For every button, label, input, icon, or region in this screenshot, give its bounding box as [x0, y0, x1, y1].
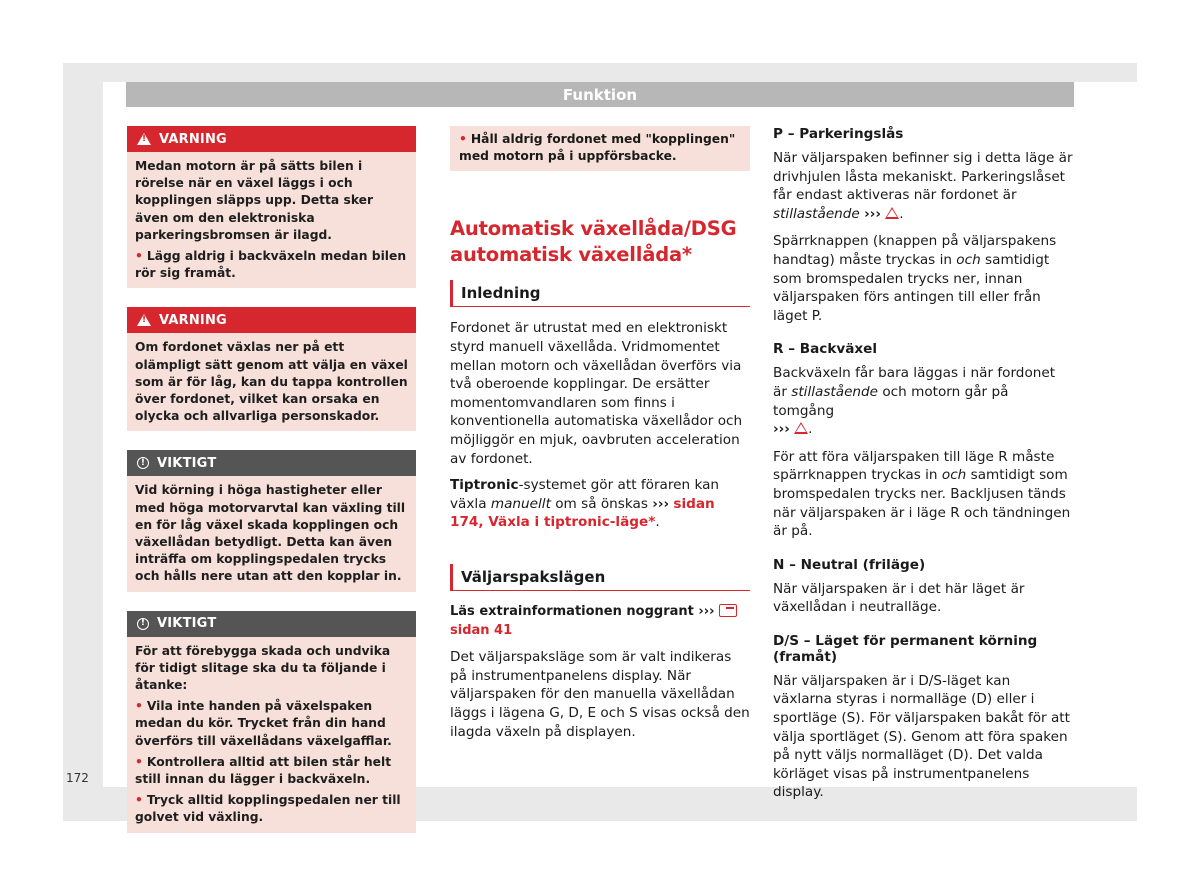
info-circle-icon: ! [137, 457, 149, 469]
reverse-emphasis: stillastående [791, 383, 879, 400]
chapter-title: Automatisk växellåda/DSG automatisk växellåda* [450, 217, 737, 267]
drive-paragraph: När väljarspaken är i D/S-läget kan växlarna styras i normalläge (D) eller i sportläge (S). För väljarspaken bakåt för att välja sportläget (S). Genom att föra spaken på nytt väljs normalläget (D). Det valda körläget visas på instrumentpanelens display. [773, 672, 1070, 801]
tiptronic-text: . [655, 514, 660, 531]
park-heading: P – Parkeringslås [773, 126, 904, 142]
important-bullet [135, 792, 408, 826]
warning-triangle-icon [137, 314, 151, 326]
park-emphasis: stillastående [773, 205, 860, 222]
info-circle-icon: ! [137, 618, 149, 630]
warning-label: VARNING [159, 312, 227, 328]
section-reverse [773, 341, 1073, 540]
important-header [127, 611, 416, 637]
important-box-1 [127, 450, 416, 591]
page-number: 172 [66, 771, 89, 785]
bullet-icon: • [135, 249, 143, 264]
warning-bullet [135, 248, 408, 282]
section-heading-intro: Inledning [450, 280, 750, 307]
read-more-text: Läs extrainformationen noggrant [450, 603, 699, 619]
important-bullet-text: Kontrollera alltid att bilen står helt still innan du lägger i backväxeln. [135, 754, 392, 787]
intro-paragraph: Fordonet är utrustat med en elektroniskt styrd manuell växellåda. Vridmomentet mellan motorn och växellådan överförs via två oberoende kopplingar. De ersätter momentomvandlaren som finns i konventionella automatiska växellådor och möjliggör en mjuk, oavbruten acceleration av fordonet. [450, 320, 743, 467]
double-chevron-icon: ››› [864, 205, 881, 222]
selector-paragraph: Det väljarspaksläge som är valt indikeras på instrumentpanelens display. När väljarspaken för den manuella växellådan läggs i lägena G, D, E och S visas också den ilagda växeln på displayen. [450, 649, 750, 740]
reverse-heading: R – Backväxel [773, 341, 878, 358]
park-text: Spärrknappen (knappen på väljarspakens handtag) måste tryckas in [773, 233, 1057, 268]
reverse-text: För att föra väljarspaken till läge R måste spärrknappen tryckas in [773, 448, 1055, 484]
tiptronic-term: Tiptronic [450, 477, 519, 494]
section-neutral [773, 557, 1073, 617]
double-chevron-icon: ››› [652, 495, 670, 512]
important-label: VIKTIGT [157, 616, 217, 632]
read-more-note [450, 603, 750, 640]
important-text: Vid körning i höga hastigheter eller med höga motorvarvtal kan växling till en för låg växel skada kopplingen och växellådan betydligt. Detta kan även inträffa om kopplingspedalen trycks och hålls nere utan att den kopplar in. [135, 483, 406, 584]
tiptronic-text: -systemet gör att föraren kan växla [450, 477, 720, 512]
neutral-heading: N – Neutral (friläge) [773, 556, 926, 573]
warning-bullet-text: Lägg aldrig i backväxeln medan bilen rör sig framåt. [135, 249, 407, 281]
reverse-emphasis: och [941, 467, 967, 484]
bullet-icon: • [135, 793, 143, 808]
park-paragraph: När väljarspaken befinner sig i detta läge är drivhjulen låsta mekaniskt. Parkeringslåset får endast aktiveras när fordonet är stillastående ››› . [773, 150, 1073, 222]
important-bullet [135, 754, 408, 788]
warning-label: VARNING [159, 131, 227, 147]
bullet-icon: • [135, 754, 143, 769]
warning-triangle-icon [885, 207, 899, 219]
tiptronic-page-link[interactable]: sidan 174, Växla i tiptronic-läge* [450, 495, 715, 531]
reverse-text: och motorn går på tomgång [773, 383, 1009, 419]
section-heading-selector: Väljarspakslägen [450, 564, 750, 591]
park-paragraph-2 [773, 232, 1073, 325]
section-park [773, 126, 1073, 325]
important-bullet [135, 698, 408, 750]
warning-triangle-icon [137, 133, 151, 145]
column-middle [450, 126, 750, 749]
reverse-text: Backväxeln får bara läggas i när fordonet är [773, 365, 1056, 400]
bullet-icon: • [135, 699, 143, 714]
read-more-page-link[interactable]: sidan 41 [450, 622, 513, 638]
tiptronic-paragraph [450, 476, 750, 532]
bullet-icon: • [459, 132, 467, 146]
continued-warning-box [450, 126, 750, 171]
warning-text: Medan motorn är på sätts bilen i rörelse när en växel läggs i och kopplingen släpps upp. Detta sker även om den elektroniska parkeringsbromsen är ilagd. [135, 159, 374, 242]
important-box-2 [127, 611, 416, 833]
important-text: För att förebygga skada och undvika för tidigt slitage ska du ta följande i åtanke: [135, 643, 391, 693]
important-header [127, 450, 416, 476]
neutral-paragraph: När väljarspaken är i det här läget är växellådan i neutralläge. [773, 580, 1025, 616]
warning-body [127, 333, 416, 431]
section-drive [773, 633, 1073, 802]
important-bullet-text: Tryck alltid kopplingspedalen ner till golvet vid växling. [135, 793, 401, 825]
important-body [127, 476, 416, 591]
important-body [127, 637, 416, 833]
tiptronic-text: om så önskas [550, 495, 653, 512]
reverse-paragraph-2 [773, 448, 1073, 541]
warning-box-1 [127, 126, 416, 288]
reverse-text: samtidigt som bromspedalen trycks ner. Backljusen tänds när väljarspaken är i läge R och tändningen är på. [773, 467, 1071, 540]
double-chevron-icon: ››› [773, 421, 790, 438]
important-label: VIKTIGT [157, 455, 217, 471]
drive-heading: D/S – Läget för permanent körning (framåt) [773, 632, 1038, 665]
column-right [773, 126, 1073, 818]
warning-text: Om fordonet växlas ner på ett olämpligt sätt genom att välja en växel som är för låg, kan du tappa kontrollen över fordonet, vilket kan orsaka en olycka och allvarliga personskador. [135, 340, 408, 424]
continued-warning-text: Håll aldrig fordonet med "kopplingen" med motorn på i uppförsbacke. [459, 132, 736, 164]
warning-body [127, 152, 416, 288]
warning-box-2 [127, 307, 416, 431]
park-emphasis: och [956, 251, 981, 268]
warning-header [127, 307, 416, 333]
tiptronic-emphasis: manuellt [490, 495, 551, 512]
reverse-paragraph: Backväxeln får bara läggas i när fordonet är stillastående och motorn går på tomgång ››› . [773, 365, 1056, 438]
park-text: När väljarspaken befinner sig i detta läge är drivhjulen låsta mekaniskt. Parkeringslåset får endast aktiveras när fordonet är [773, 150, 1073, 204]
warning-triangle-icon [794, 422, 808, 434]
park-text: samtidigt som bromspedalen trycks ner, innan väljarspaken förs antingen till eller från läget P. [773, 251, 1050, 324]
important-bullet-text: Vila inte handen på växelspaken medan du kör. Trycket från din hand överförs till växellådans växelgafflar. [135, 699, 392, 748]
double-chevron-icon: ››› [698, 603, 715, 619]
section-header: Funktion [126, 82, 1074, 107]
warning-header [127, 126, 416, 152]
book-reference-icon [719, 604, 737, 617]
column-left [127, 126, 416, 852]
